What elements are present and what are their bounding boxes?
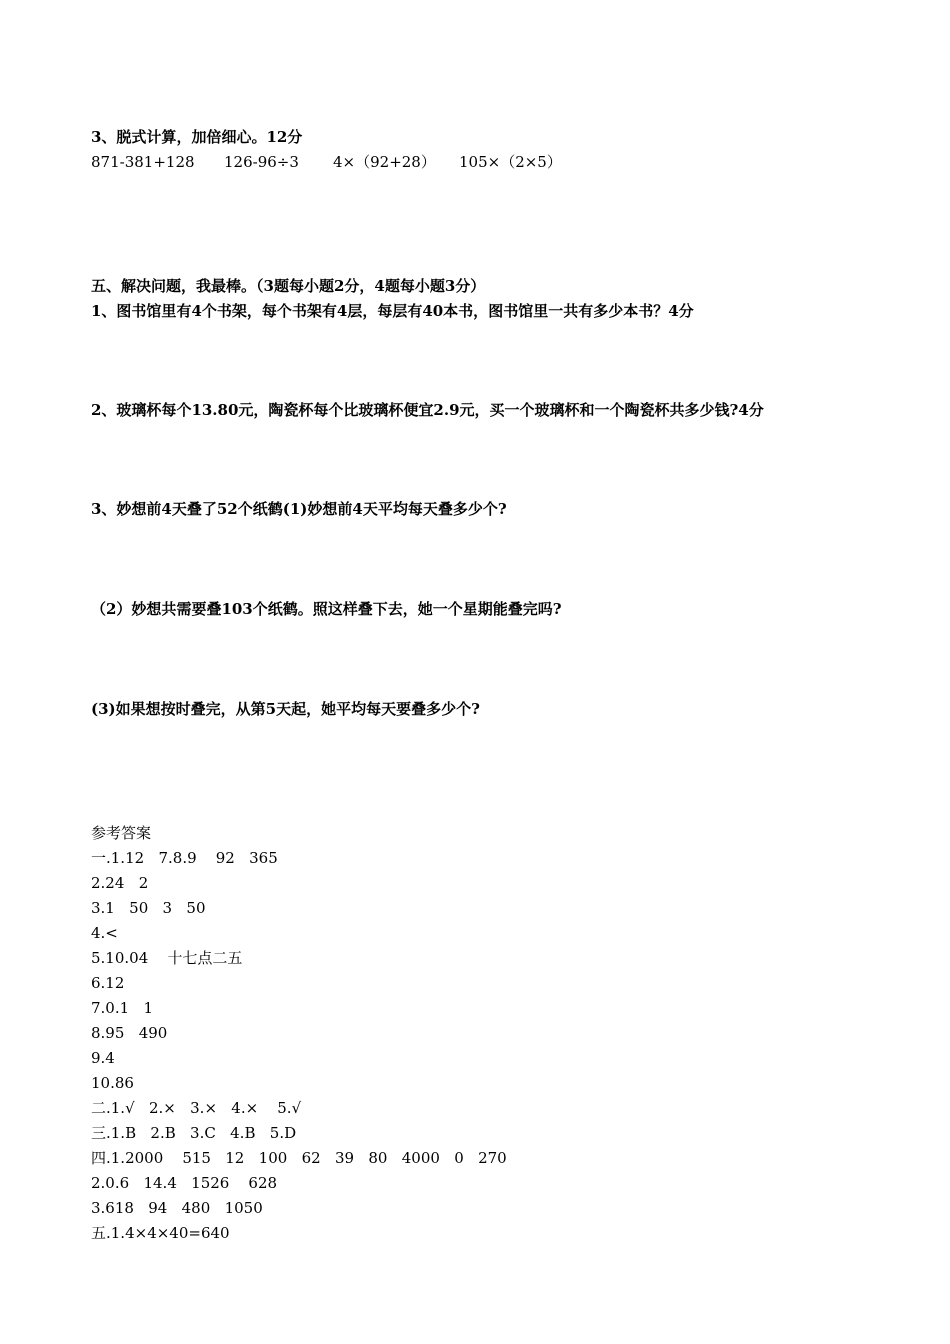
section3-title: 3、脱式计算，加倍细心。12分 <box>91 128 303 146</box>
answer-line: 8.95 490 <box>91 1024 168 1042</box>
question-3-part-2: （2）妙想共需要叠103个纸鹤。照这样叠下去，她一个星期能叠完吗? <box>91 600 562 618</box>
answers-title: 参考答案 <box>91 824 152 842</box>
section5-title: 五、解决问题，我最棒。（3题每小题2分，4题每小题3分） <box>91 277 486 295</box>
answer-line: 5.10.04 十七点二五 <box>91 949 243 967</box>
question-3: 3、妙想前4天叠了52个纸鹤(1)妙想前4天平均每天叠多少个? <box>91 500 507 518</box>
calc-expr-3: 4×（92+28） <box>333 153 436 171</box>
answer-line: 2.0.6 14.4 1526 628 <box>91 1174 278 1192</box>
answer-line: 3.1 50 3 50 <box>91 899 206 917</box>
answer-line: 2.24 2 <box>91 874 149 892</box>
answer-line: 一.1.12 7.8.9 92 365 <box>91 849 278 867</box>
answer-line: 10.86 <box>91 1074 134 1092</box>
answer-line: 四.1.2000 515 12 100 62 39 80 4000 0 270 <box>91 1149 507 1167</box>
answer-line: 三.1.B 2.B 3.C 4.B 5.D <box>91 1124 297 1142</box>
answer-line: 7.0.1 1 <box>91 999 154 1017</box>
question-1: 1、图书馆里有4个书架，每个书架有4层，每层有40本书，图书馆里一共有多少本书？4分 <box>91 302 694 320</box>
calc-expr-2: 126-96÷3 <box>224 153 299 171</box>
answer-line: 3.618 94 480 1050 <box>91 1199 263 1217</box>
answer-line: 4.< <box>91 924 118 942</box>
question-3-part-3: (3)如果想按时叠完，从第5天起，她平均每天要叠多少个? <box>91 700 480 718</box>
answer-line: 二.1.√ 2.× 3.× 4.× 5.√ <box>91 1099 302 1117</box>
calc-expr-4: 105×（2×5） <box>459 153 562 171</box>
answer-line: 9.4 <box>91 1049 115 1067</box>
question-2: 2、玻璃杯每个13.80元，陶瓷杯每个比玻璃杯便宜2.9元，买一个玻璃杯和一个陶瓷杯共多少钱?4分 <box>91 401 764 419</box>
answer-line: 五.1.4×4×40=640 <box>91 1224 230 1242</box>
answer-line: 6.12 <box>91 974 125 992</box>
calc-expr-1: 871-381+128 <box>91 153 195 171</box>
